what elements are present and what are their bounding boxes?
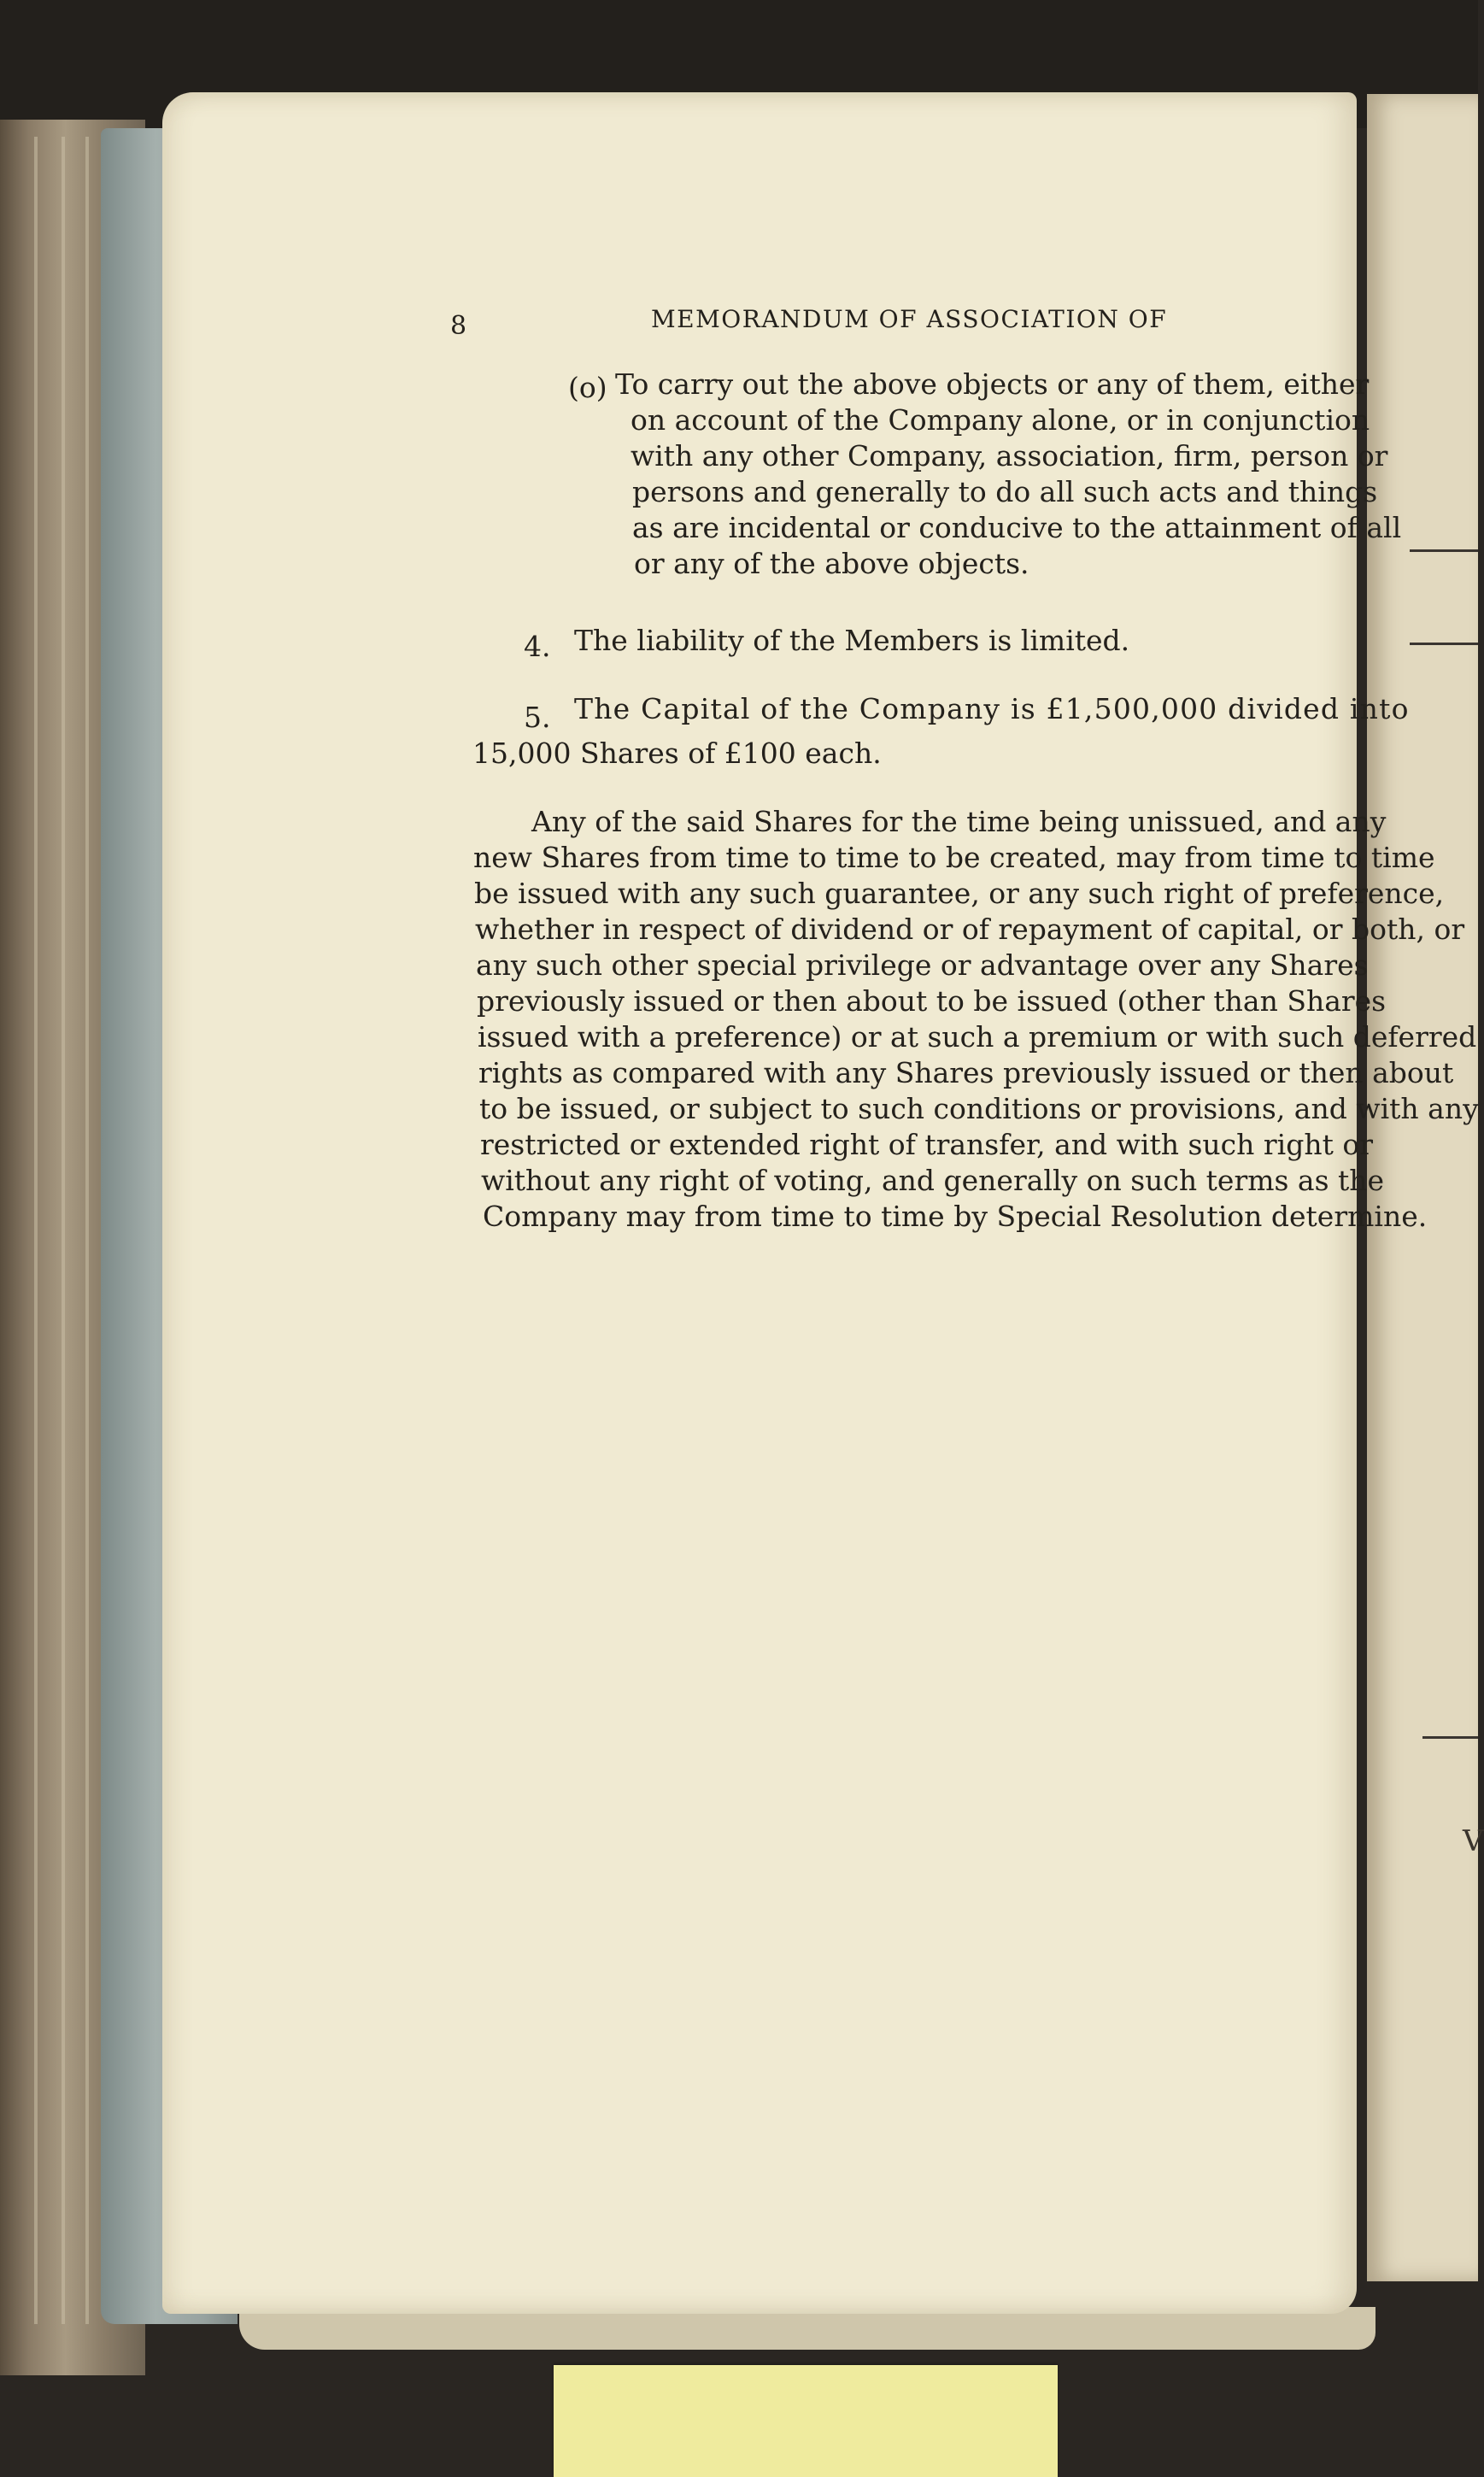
- facing-page-letter: V: [1463, 1824, 1484, 1858]
- clause-line: 15,000 Shares of £100 each.: [472, 737, 882, 770]
- clause-marker: (o): [568, 371, 607, 404]
- paragraph-line: Any of the said Shares for the time being unissued, and any: [531, 805, 1387, 838]
- paragraph-line: issued with a preference) or at such a premium or with such deferred: [478, 1020, 1477, 1054]
- paragraph-line: rights as compared with any Shares previously issued or then about: [478, 1056, 1454, 1089]
- paragraph-line: any such other special privilege or advantage over any Shares: [476, 948, 1369, 982]
- page-number: 8: [450, 311, 467, 341]
- paragraph-line: restricted or extended right of transfer, and with such right or: [480, 1128, 1373, 1161]
- paragraph-line: new Shares from time to time to be created, may from time to time: [473, 841, 1435, 874]
- clause-line: The Capital of the Company is £1,500,000 divided into: [574, 692, 1410, 725]
- clause-number: 5.: [524, 701, 551, 734]
- clause-line: with any other Company, association, firm, person or: [631, 439, 1388, 473]
- paragraph-line: without any right of voting, and generally on such terms as the: [481, 1164, 1385, 1197]
- clause-line: or any of the above objects.: [634, 547, 1029, 580]
- clause-line: as are incidental or conducive to the attainment of all: [632, 511, 1402, 544]
- clause-line: To carry out the above objects or any of them, either: [615, 367, 1370, 401]
- paragraph-line: be issued with any such guarantee, or any such right of preference,: [474, 877, 1445, 910]
- paragraph-line: to be issued, or subject to such conditions or provisions, and with any: [479, 1092, 1479, 1125]
- paragraph-line: whether in respect of dividend or of repayment of capital, or both, or: [475, 913, 1465, 946]
- running-header: MEMORANDUM OF ASSOCIATION OF: [651, 305, 1168, 333]
- clause-line: on account of the Company alone, or in conjunction: [631, 403, 1370, 437]
- paragraph-line: previously issued or then about to be issued (other than Shares: [477, 984, 1387, 1018]
- paragraph-line: Company may from time to time by Special Resolution determine.: [483, 1200, 1428, 1233]
- clause-number: 4.: [524, 630, 551, 663]
- clause-line: persons and generally to do all such acts and things: [632, 475, 1378, 508]
- clause-text: The liability of the Members is limited.: [574, 624, 1130, 657]
